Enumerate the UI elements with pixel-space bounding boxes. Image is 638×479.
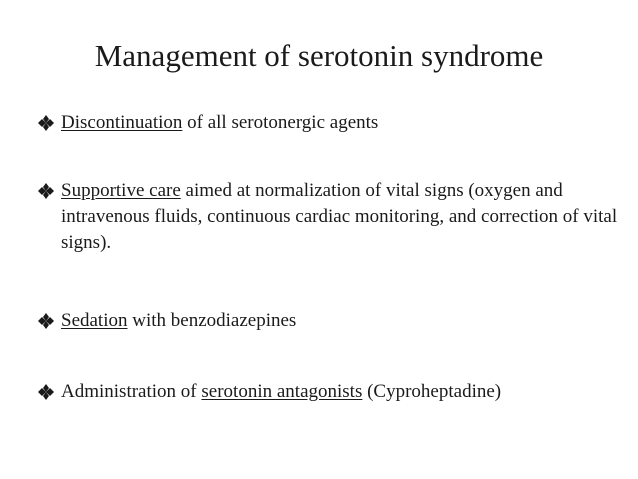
bullet-text-prefix: Administration of bbox=[61, 381, 202, 402]
bullet-text: aimed at normalization of vital signs (oxygen and intravenous fluids, continuous cardiac monitoring, and correction of vital signs). bbox=[61, 180, 618, 253]
bullet-lead: Supportive care bbox=[61, 180, 181, 201]
bullet-lead: Sedation bbox=[61, 310, 128, 331]
bullet-text: with benzodiazepines bbox=[127, 310, 297, 331]
bullet-text: of all serotonergic agents bbox=[182, 112, 379, 133]
bullet-text: (Cyproheptadine) bbox=[362, 381, 502, 402]
bullet-item bbox=[38, 110, 638, 136]
four-diamond-bullet-icon bbox=[38, 115, 54, 131]
four-diamond-bullet-icon bbox=[38, 384, 54, 400]
bullet-item bbox=[38, 308, 638, 334]
bullet-item bbox=[38, 178, 638, 256]
bullet-lead: Discontinuation bbox=[61, 112, 183, 133]
bullet-lead: serotonin antagonists bbox=[201, 381, 363, 402]
bullet-item bbox=[38, 379, 638, 405]
four-diamond-bullet-icon bbox=[38, 313, 54, 329]
four-diamond-bullet-icon bbox=[38, 183, 54, 199]
slide-title: Management of serotonin syndrome bbox=[94, 38, 544, 73]
